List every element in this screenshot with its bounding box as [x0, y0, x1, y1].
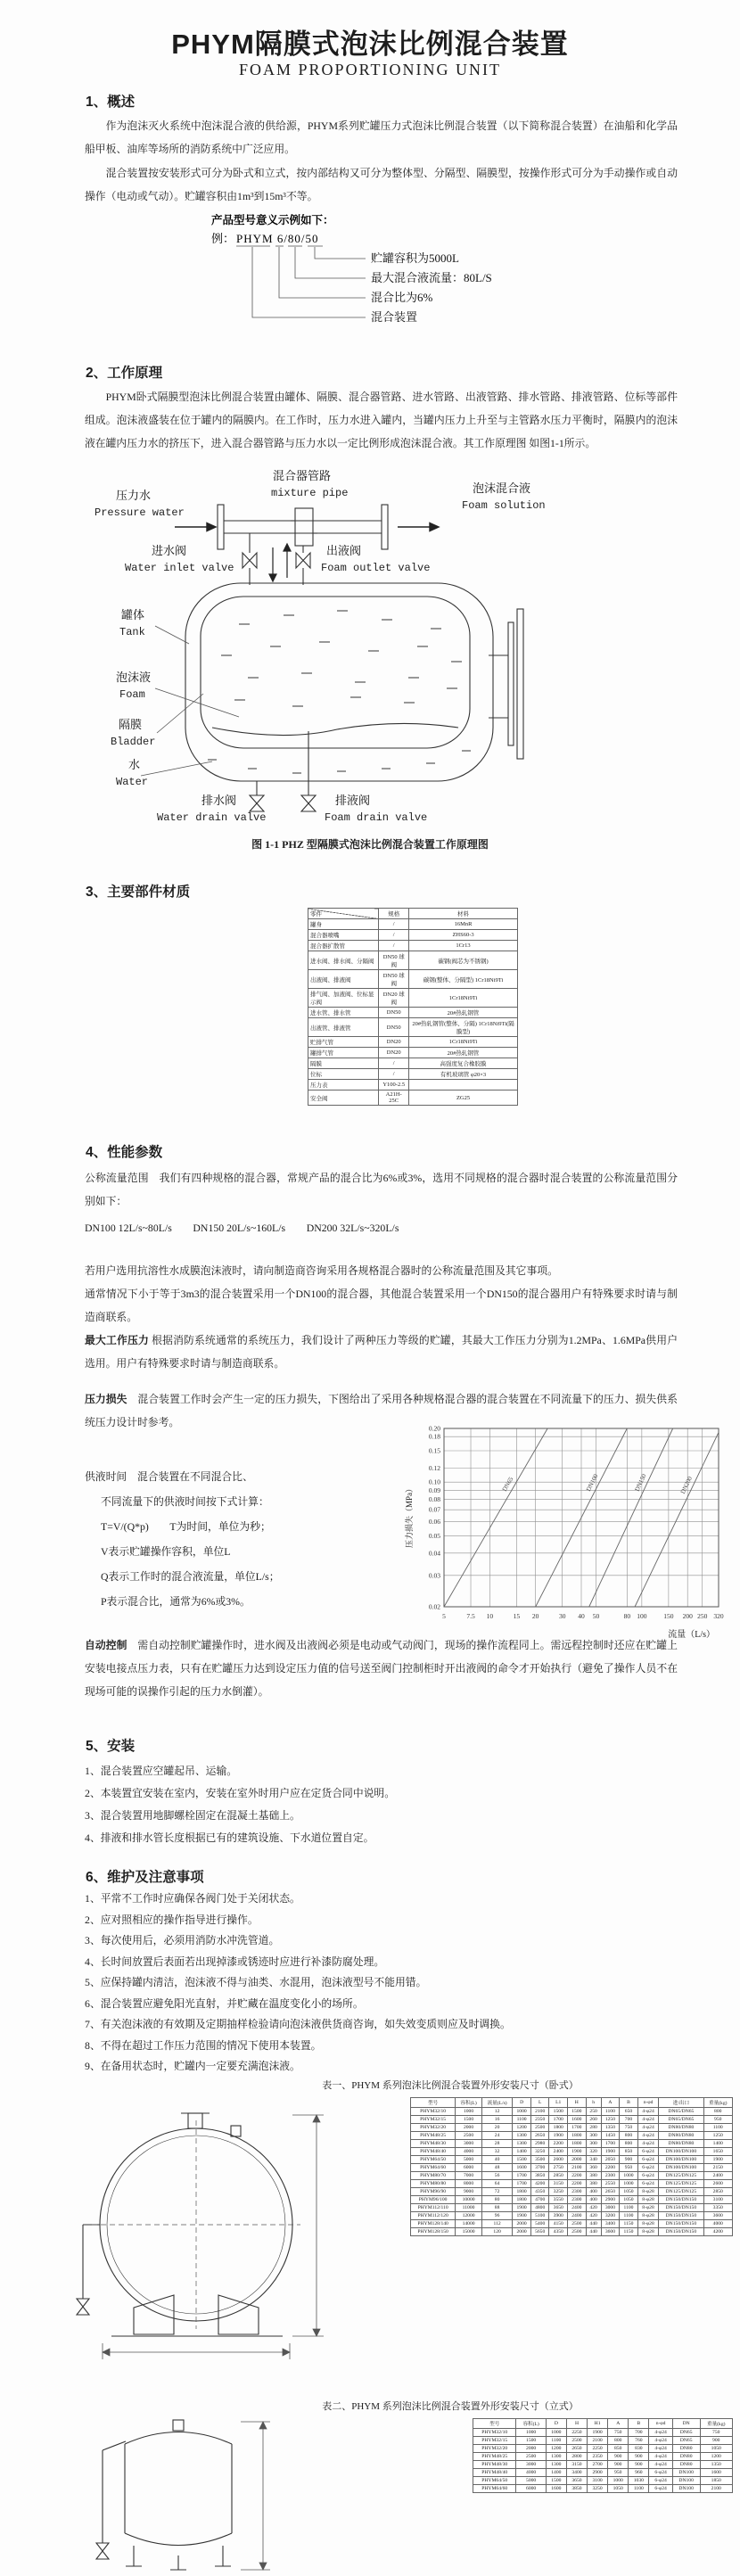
supply-time-line4: V表示贮罐操作容积，单位L [101, 1545, 231, 1558]
section-1-paragraph-1: 作为泡沫灭火系统中泡沫混合液的供给源，PHYM系列贮罐压力式泡沫比例混合装置（以下简称混合装置）在油船和化学品船甲板、油库等场所的消防系统中广泛应用。 [85, 119, 678, 155]
table-row: 混合器喷嘴 / ZHS60-3 [308, 930, 518, 941]
svg-text:15: 15 [513, 1612, 521, 1620]
label-water-inlet-zh: 进水阀 [152, 544, 187, 557]
horizontal-tank-drawing [49, 2095, 406, 2367]
table-row: PHYM80/70 7000 56 1700 3850 2850 2200 380 2300 1000 6-φ24 DN125/DN125 2400 [411, 2172, 733, 2180]
table-row: 压力表 Y100-2.5 [308, 1080, 518, 1090]
svg-text:0.07: 0.07 [428, 1505, 440, 1514]
table-row: 位标 / 有机玻璃管 φ20×3 [308, 1069, 518, 1080]
flow-arrow-left [175, 523, 216, 531]
column-header: H [568, 2098, 587, 2108]
table-row: PHYM64/50 5000 1500 3650 3100 1000 1030 6-φ24 DN100 1850 [473, 2477, 733, 2485]
label-foam-drain-zh: 排液阀 [335, 794, 371, 807]
table-row: PHYM48/40 4000 1400 3400 2900 950 960 6-φ24 DN100 1600 [473, 2469, 733, 2477]
label-foam-solution-zh: 泡沫混合液 [473, 481, 531, 495]
table-row: PHYM32/15 1500 1100 2500 2100 800 760 4-φ24 DN65 900 [473, 2437, 733, 2445]
label-bladder-en: Bladder [111, 736, 156, 748]
table-row: PHYM112/120 12000 96 1900 5100 3900 2400 420 3200 1100 8-φ28 DN150/DN150 3600 [411, 2212, 733, 2220]
model-label-ratio: 混合比为6% [371, 291, 433, 304]
svg-text:40: 40 [578, 1612, 585, 1620]
supply-time-formula: T=V/(Q*p) T为时间，单位为秒； [101, 1520, 271, 1533]
svg-text:0.12: 0.12 [428, 1463, 440, 1472]
table-row: 贮排气管 DN20 1Cr18Ni9Ti [308, 1037, 518, 1048]
section-2-heading: 2、工作原理 [86, 366, 163, 381]
model-label-flow: 最大混合液流量：80L/S [371, 271, 492, 284]
label-water-inlet-en: Water inlet valve [125, 562, 234, 574]
table-row: PHYM96/100 10000 80 1800 4700 3550 2300 400 2900 1050 8-φ28 DN150/DN150 3100 [411, 2196, 733, 2204]
column-header: 规格 [379, 909, 409, 919]
svg-text:10: 10 [486, 1612, 494, 1620]
list-item: 3、混合装置用地脚螺栓固定在混凝土基础上。 [85, 1809, 300, 1822]
svg-text:100: 100 [637, 1612, 647, 1620]
svg-text:0.02: 0.02 [428, 1602, 440, 1611]
list-item: 3、每次使用后，必须用消防水冲洗管道。 [85, 1934, 280, 1946]
svg-text:150: 150 [663, 1612, 674, 1620]
table-row: 出液管、排液管 DN50 20#热轧钢管(整体、分隔) 1Cr18Ni9Ti(隔膜型) [308, 1018, 518, 1037]
list-item: 8、不得在超过工作压力范围的情况下使用本装置。 [85, 2038, 322, 2052]
model-number-example [210, 212, 593, 330]
maintenance-list [85, 1889, 678, 2078]
table-row: PHYM48/40 4000 32 1400 3250 2400 1900 320 1900 850 6-φ24 DN100/DN100 1650 [411, 2148, 733, 2156]
svg-text:7.5: 7.5 [466, 1612, 475, 1620]
label-foam-outlet-en: Foam outlet valve [321, 562, 431, 574]
table-row: PHYM48/25 2500 1300 2800 2350 900 900 4-φ24 DN80 1200 [473, 2453, 733, 2461]
auto-control-paragraph: 自动控制 需自动控制贮罐操作时，进水阀及出液阀必须是电动或气动阀门，现场的操作流程同上。需远程控制时还应在贮罐上安装电接点压力表，只有在贮罐压力达到设定压力值的信号送至阀门控制柜时开出液阀的命令才开始执行（避免了操作人员不在现场可能的误操作引起的压力水倒灌）。 [85, 1639, 678, 1698]
svg-text:0.03: 0.03 [428, 1571, 440, 1580]
column-header: n-φd [649, 2419, 672, 2429]
list-item: 9、在备用状态时，贮罐内一定要充满泡沫液。 [85, 2060, 300, 2072]
column-header: 型号 [411, 2098, 456, 2108]
max-pressure-label: 最大工作压力 [85, 1334, 152, 1346]
auto-control-label: 自动控制 [85, 1639, 138, 1651]
supply-time-line6: P表示混合比，通常为6%或3%。 [101, 1595, 251, 1608]
label-foam-drain-en: Foam drain valve [325, 811, 428, 824]
svg-text:DN200: DN200 [678, 1475, 695, 1495]
list-item: 4、排液和排水管长度根据已有的建筑设施、下水道位置自定。 [85, 1831, 374, 1844]
table-row: 安全阀 A21H-25C ZG25 [308, 1090, 518, 1106]
column-header: L [530, 2098, 549, 2108]
svg-text:0.05: 0.05 [428, 1531, 440, 1540]
list-item: 7、有关泡沫液的有效期及定期抽样检验请向泡沫液供货商咨询，如失效变质则应及时调换。 [85, 2018, 511, 2030]
column-header: 重量(kg) [700, 2419, 733, 2429]
column-header: A [601, 2098, 620, 2108]
svg-text:0.10: 0.10 [428, 1477, 440, 1486]
pressure-loss-chart [401, 1421, 733, 1655]
vertical-dimensions-table [473, 2418, 733, 2493]
label-mixture-pipe-en: mixture pipe [271, 487, 349, 499]
column-header: D [513, 2098, 531, 2108]
model-example-intro: 产品型号意义示例如下： [211, 214, 334, 226]
flow-arrow-right [398, 523, 439, 531]
vertical-tank-drawing [49, 2413, 299, 2576]
svg-text:80: 80 [623, 1612, 631, 1620]
label-water-zh: 水 [128, 758, 141, 771]
table-row: 排气阀、加液阀、位标显示阀 DN20 球阀 1Cr18Ni9Ti [308, 989, 518, 1008]
column-header: 容积(L) [516, 2419, 546, 2429]
figure-1-1-caption: 图 1-1 PHZ 型隔膜式泡沫比例混合装置工作原理图 [251, 838, 489, 851]
column-header: 重量(kg) [703, 2098, 733, 2108]
label-bladder-zh: 隔膜 [119, 718, 143, 731]
table-row: PHYM48/25 2500 24 1300 2650 1900 1800 300 1450 800 4-φ24 DN80/DN80 1250 [411, 2132, 733, 2140]
svg-text:DN100: DN100 [584, 1472, 600, 1493]
supply-time-line5: Q表示工作时的混合液流量，单位L/s； [101, 1570, 280, 1583]
supply-time-line2: 不同流量下的供液时间按下式计算： [101, 1495, 269, 1508]
table-1-caption: 表一、PHYM 系列泡沫比例混合装置外形安装尺寸（卧式） [322, 2080, 579, 2091]
model-example-code: PHYM 6/80/50 [236, 232, 319, 245]
table-row: 进水阀、排水阀、分隔阀 DN50 球阀 碳钢(阀芯为不锈钢) [308, 951, 518, 970]
svg-text:50: 50 [592, 1612, 600, 1620]
page-title: PHYM隔膜式泡沫比例混合装置 [171, 29, 569, 60]
model-label-device: 混合装置 [371, 310, 418, 324]
list-item: 6、混合装置应避免阳光直射，并贮藏在温度变化小的场所。 [85, 1996, 364, 2010]
table-row: PHYM48/30 3000 28 1300 2980 2200 1800 300 1700 800 4-φ24 DN80/DN80 1400 [411, 2140, 733, 2148]
svg-text:320: 320 [713, 1612, 724, 1620]
table-row: PHYM128/150 15000 120 2000 5650 4350 2500 440 3600 1150 8-φ28 DN150/DN150 4200 [411, 2228, 733, 2236]
svg-text:20: 20 [531, 1612, 539, 1620]
column-header: 零件 [308, 909, 379, 919]
svg-text:0.04: 0.04 [428, 1549, 440, 1558]
svg-text:压力损失（MPa）: 压力损失（MPa） [405, 1484, 414, 1548]
valve-direction-arrows [269, 544, 291, 581]
label-water-en: Water [116, 776, 149, 788]
list-item: 5、应保持罐内清洁，泡沫液不得与油类、水混用，泡沫液型号不能用错。 [85, 1976, 427, 1988]
svg-text:0.18: 0.18 [428, 1432, 440, 1441]
svg-text:DN150: DN150 [633, 1472, 648, 1493]
label-foam-solution-en: Foam solution [462, 499, 546, 512]
svg-text:0.08: 0.08 [428, 1495, 440, 1504]
column-header: 材料 [409, 909, 518, 919]
nominal-flow-paragraph: 公称流量范围 我们有四种规格的混合器，常规产品的混合比为6%或3%，选用不同规格的混合器时混合装置的公称流量范围分别如下： [85, 1172, 678, 1207]
table-row: PHYM112/110 11000 88 1900 4800 3650 2400 420 3000 1100 8-φ28 DN150/DN150 3350 [411, 2204, 733, 2212]
column-header: D [546, 2419, 566, 2429]
label-water-drain-zh: 排水阀 [201, 794, 237, 807]
table-row: PHYM32/20 2000 20 1200 2500 1800 1700 280 1350 750 4-φ24 DN80/DN80 1100 [411, 2124, 733, 2132]
svg-text:流量（L/s）: 流量（L/s） [668, 1630, 715, 1640]
table-row: PHYM96/90 9000 72 1800 4350 3250 2300 400 2650 1050 8-φ28 DN125/DN125 2850 [411, 2188, 733, 2196]
table-row: PHYM32/20 2000 1200 2650 2250 850 830 4-φ24 DN80 1050 [473, 2445, 733, 2453]
column-header: 进/出口 [659, 2098, 703, 2108]
table-row: PHYM128/140 14000 112 2000 5400 4150 2500 440 3400 1150 8-φ28 DN150/DN150 4000 [411, 2220, 733, 2228]
column-header: 型号 [473, 2419, 516, 2429]
pressure-loss-paragraph: 压力损失 混合装置工作时会产生一定的压力损失，下图给出了采用各种规格混合器的混合装置在不同流量下的压力、损失供系统压力设计时参考。 [85, 1393, 678, 1428]
list-item: 4、长时间放置后表面若出现掉漆或锈迹时应进行补漆防腐处理。 [85, 1955, 385, 1968]
table-row: 罐身 / 16MnR [308, 919, 518, 930]
water-texture [208, 751, 471, 773]
section-1-paragraph-2: 混合装置按安装形式可分为卧式和立式，按内部结构又可分为整体型、分隔型、隔膜型，按操作形式可分为手动操作或自动操作（电动或气动）。贮罐容积由1m³到15m³不等。 [85, 167, 678, 202]
section-5-heading: 5、安装 [86, 1739, 136, 1754]
label-pressure-water-zh: 压力水 [116, 489, 152, 502]
list-item: 1、平常不工作时应确保各阀门处于关闭状态。 [85, 1892, 300, 1905]
materials-table [308, 908, 518, 1106]
label-foam-outlet-zh: 出液阀 [326, 544, 362, 557]
list-item: 2、本装置宜安装在室内，安装在室外时用户应在定货合同中说明。 [85, 1787, 396, 1799]
label-mixture-pipe-zh: 混合器管路 [273, 469, 332, 482]
column-header: 容积(L) [456, 2098, 482, 2108]
supply-time-block [85, 1464, 392, 1614]
label-tank-zh: 罐体 [121, 608, 145, 621]
horizontal-dimensions-table [410, 2097, 733, 2236]
label-tank-en: Tank [119, 626, 145, 638]
table-row: PHYM32/10 1000 1000 2250 1900 750 700 4-φ24 DN65 750 [473, 2429, 733, 2437]
table-2-caption: 表二、PHYM 系列泡沫比例混合装置外形安装尺寸（立式） [322, 2401, 579, 2412]
column-header: H1 [588, 2419, 608, 2429]
column-header: B [620, 2098, 638, 2108]
column-header: B [629, 2419, 649, 2429]
list-item: 1、混合装置应空罐起吊、运输。 [85, 1765, 238, 1777]
model-example-prefix: 例： [211, 232, 235, 245]
max-pressure-paragraph: 最大工作压力 根据消防系统通常的系统压力，我们设计了两种压力等级的贮罐，其最大工作压力分别为1.2MPa、1.6MPa供用户选用。用户有特殊要求时请与制造商联系。 [85, 1334, 678, 1370]
column-header: A [608, 2419, 629, 2429]
svg-text:DN65: DN65 [500, 1476, 515, 1494]
table-row: PHYM64/50 5000 40 1500 3500 2600 2000 340 2050 900 6-φ24 DN100/DN100 1900 [411, 2156, 733, 2164]
label-foam-zh: 泡沫液 [116, 671, 152, 684]
table-row: 进水管、排水管 DN50 20#热轧钢管 [308, 1008, 518, 1018]
list-item: 2、应对照相应的操作指导进行操作。 [85, 1913, 259, 1926]
column-header: L1 [549, 2098, 568, 2108]
table-row: PHYM64/60 6000 1600 3850 3250 1050 1100 6-φ24 DN100 2100 [473, 2485, 733, 2493]
table-row: 罐排气管 DN20 20#热轧钢管 [308, 1048, 518, 1058]
afff-note-paragraph: 若用户选用抗溶性水成膜泡沫液时，请向制造商咨询采用各规格混合器时的公称流量范围及其它事项。 [85, 1264, 558, 1277]
mixer-selection-paragraph: 通常情况下小于等于3m3的混合装置采用一个DN100的混合器，其他混合装置采用一个DN150的混合器用户有特殊要求时请与制造商联系。 [85, 1288, 678, 1323]
model-label-volume: 贮罐容积为5000L [371, 251, 459, 265]
svg-text:5: 5 [442, 1612, 446, 1620]
table-row: 隔膜 / 高强度复合橡胶膜 [308, 1058, 518, 1069]
svg-text:0.06: 0.06 [428, 1518, 440, 1527]
supply-time-line1: 供液时间 混合装置在不同混合比、 [85, 1470, 253, 1483]
table-row: PHYM32/15 1500 16 1100 2350 1700 1600 260 1250 700 4-φ24 DN65/DN65 950 [411, 2116, 733, 2124]
svg-text:0.20: 0.20 [428, 1424, 440, 1433]
table-row: 混合器扩散管 / 1Cr13 [308, 941, 518, 951]
section-3-heading: 3、主要部件材质 [86, 885, 191, 900]
section-1-heading: 1、概述 [86, 95, 136, 110]
column-header: H [566, 2419, 587, 2429]
section-4-heading: 4、性能参数 [86, 1145, 163, 1160]
svg-text:0.09: 0.09 [428, 1486, 440, 1494]
flow-range-line: DN100 12L/s~80L/s DN150 20L/s~160L/s DN200 32L/s~320L/s [85, 1222, 399, 1234]
column-header: n-φd [637, 2098, 659, 2108]
section-6-heading: 6、维护及注意事项 [86, 1870, 204, 1885]
table-row: PHYM64/60 6000 48 1600 3700 2750 2100 360 2200 950 6-φ24 DN100/DN100 2150 [411, 2164, 733, 2172]
svg-text:200: 200 [682, 1612, 693, 1620]
table-row: PHYM80/80 8000 64 1700 4200 3150 2200 380 2550 1000 6-φ24 DN125/DN125 2600 [411, 2180, 733, 2188]
label-foam-en: Foam [119, 688, 145, 701]
column-header: 流量(L/s) [481, 2098, 512, 2108]
svg-text:250: 250 [697, 1612, 708, 1620]
foam-texture [221, 611, 462, 706]
installation-list [85, 1760, 678, 1849]
svg-text:30: 30 [558, 1612, 566, 1620]
section-2-paragraph: PHYM卧式隔膜型泡沫比例混合装置由罐体、隔膜、混合器管路、进水管路、出液管路、排水管路、排液管路、位标等部件组成。泡沫液盛装在位于罐内的隔膜内。在工作时，压力水进入罐内，当罐内压力上升至与主管路水压力平衡时，隔膜内的泡沫液在罐内压力水的挤压下，进入混合器管路与压力水以一定比例形成泡沫混合液。其工作原理图 如图1-1所示。 [85, 391, 678, 449]
svg-text:0.15: 0.15 [428, 1446, 440, 1455]
pressure-loss-label: 压力损失 [85, 1393, 138, 1405]
table-row: PHYM32/10 1000 12 1000 2100 1500 1500 250 1100 650 4-φ24 DN65/DN65 800 [411, 2108, 733, 2116]
table-row: PHYM48/30 3000 1300 3150 2700 900 900 4-φ24 DN80 1350 [473, 2461, 733, 2469]
page-subtitle: FOAM PROPORTIONING UNIT [239, 61, 501, 78]
label-water-drain-en: Water drain valve [157, 811, 267, 824]
column-header: h [586, 2098, 601, 2108]
working-principle-diagram [70, 464, 685, 825]
label-pressure-water-en: Pressure water [95, 506, 185, 519]
column-header: DN [672, 2419, 700, 2429]
table-row: 出液阀、排液阀 DN50 球阀 碳钢(整体、分隔型) 1Cr18Ni9Ti [308, 970, 518, 989]
